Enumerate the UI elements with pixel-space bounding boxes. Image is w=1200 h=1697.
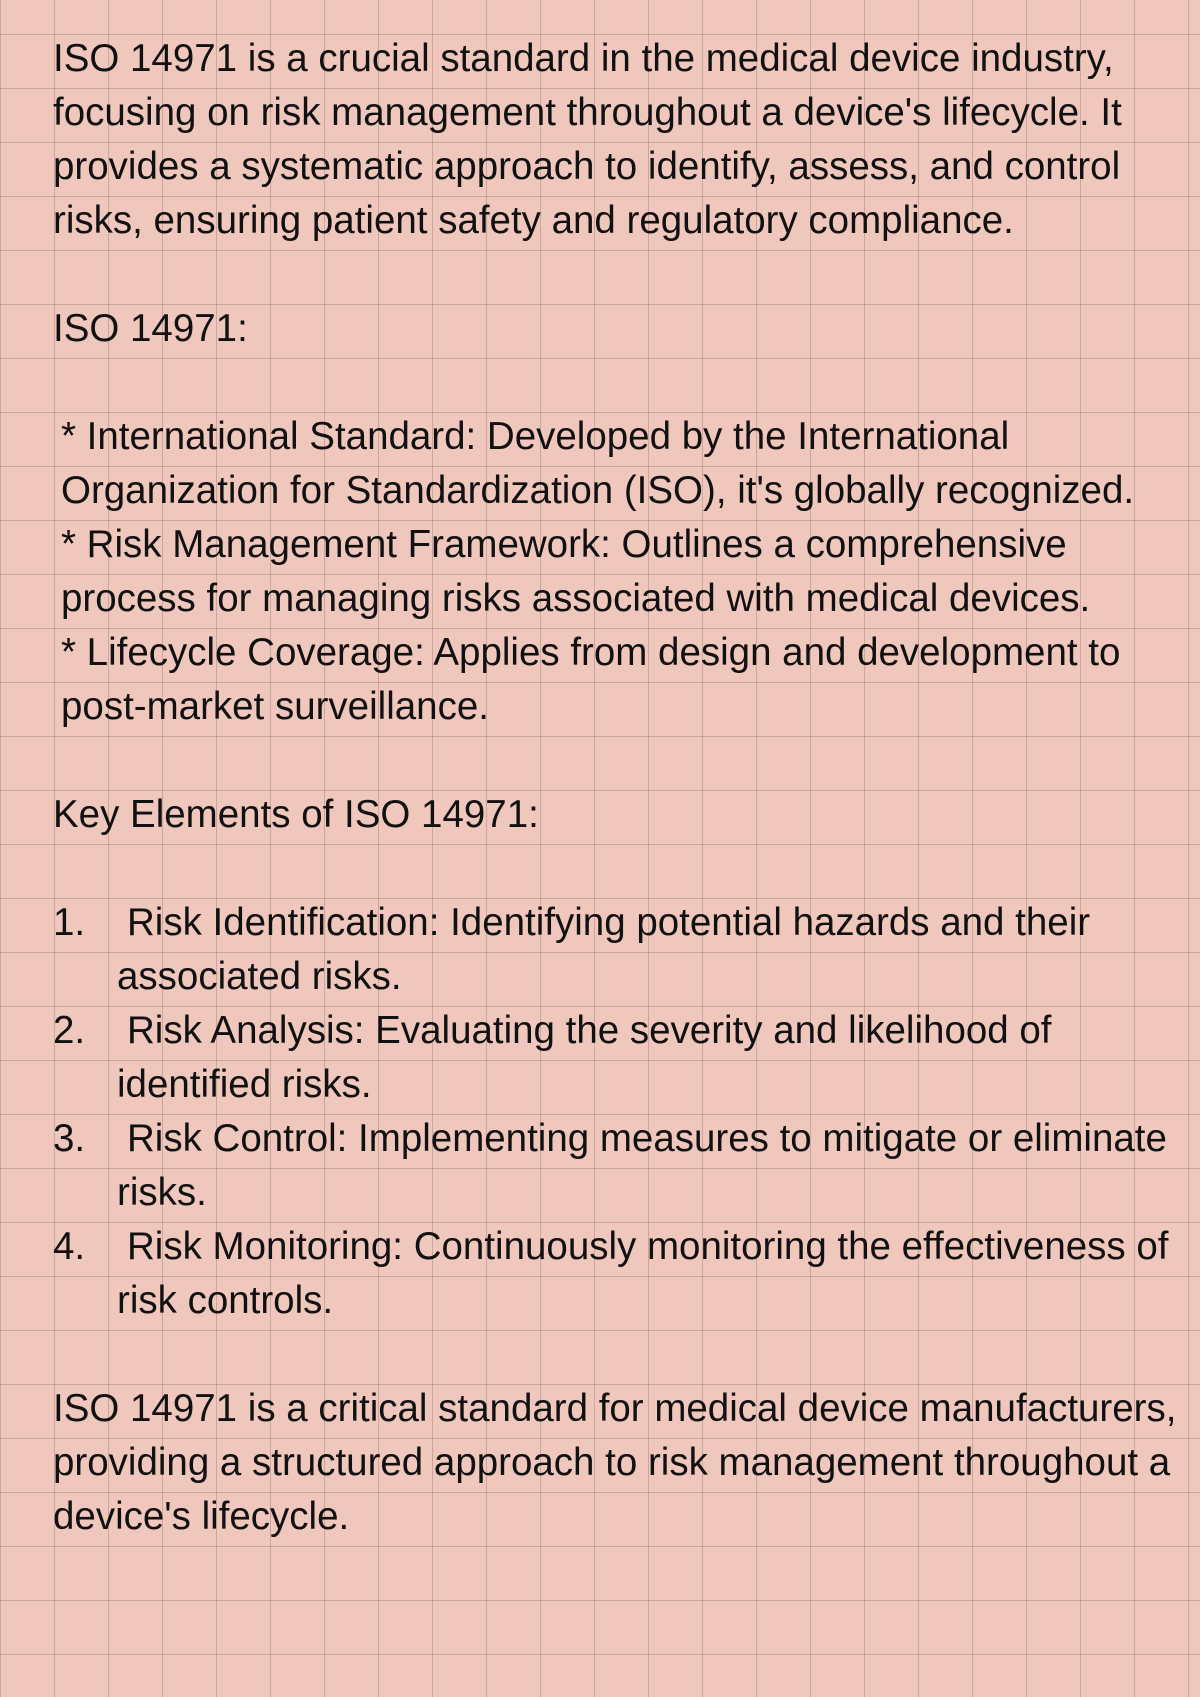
list-item (53, 1112, 1178, 1220)
closing-paragraph: ISO 14971 is a critical standard for medical device manufacturers, providing a structured approach to risk management throughout a device's lifecycle. (53, 1387, 1177, 1538)
list-item-text: Risk Analysis: Evaluating the severity and likelihood of identified risks. (117, 1009, 1052, 1106)
list-item (53, 1004, 1178, 1112)
intro-paragraph: ISO 14971 is a crucial standard in the medical device industry, focusing on risk management throughout a device's lifecycle. It provides a systematic approach to identify, assess, and control risks, ensuring patient safety and regulatory compliance. (53, 37, 1122, 242)
note-document (53, 32, 1178, 1544)
list-item-number: 4. (53, 1225, 86, 1268)
bullet-item: * Lifecycle Coverage: Applies from design and development to post-market surveillance. (61, 631, 1121, 728)
bullet-item: * Risk Management Framework: Outlines a comprehensive process for managing risks associated with medical devices. (61, 523, 1091, 620)
list-item-number: 1. (53, 901, 86, 944)
list-item (53, 1220, 1178, 1328)
bullet-item: * International Standard: Developed by the International Organization for Standardization (ISO), it's globally recognized. (61, 415, 1135, 512)
list-item-number: 3. (53, 1117, 86, 1160)
key-elements-list (53, 896, 1178, 1328)
bullet-list (53, 410, 1178, 734)
section-heading-iso: ISO 14971: (53, 307, 248, 350)
list-item (53, 896, 1178, 1004)
list-item-number: 2. (53, 1009, 86, 1052)
section-heading-key-elements: Key Elements of ISO 14971: (53, 793, 539, 836)
list-item-text: Risk Monitoring: Continuously monitoring the effectiveness of risk controls. (117, 1225, 1169, 1322)
list-item-text: Risk Identification: Identifying potential hazards and their associated risks. (117, 901, 1091, 998)
list-item-text: Risk Control: Implementing measures to mitigate or eliminate risks. (117, 1117, 1167, 1214)
